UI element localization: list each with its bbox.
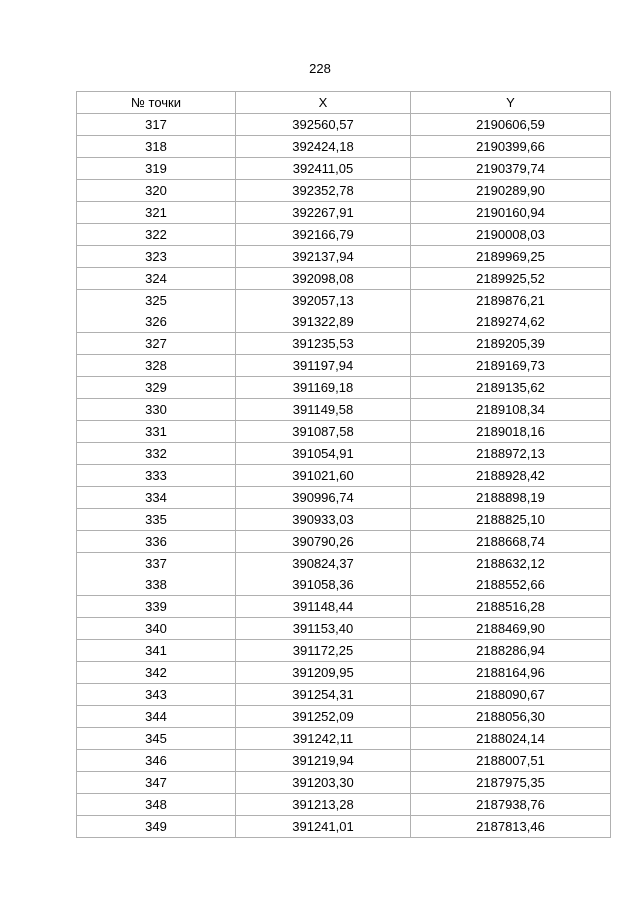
- table-row: [77, 662, 611, 684]
- cell-point-number: 347: [77, 772, 236, 794]
- cell-y: 2188552,66: [411, 574, 611, 596]
- table-row: [77, 684, 611, 706]
- table-row: [77, 794, 611, 816]
- table-row: [77, 136, 611, 158]
- cell-y: 2188007,51: [411, 750, 611, 772]
- cell-y: 2188825,10: [411, 509, 611, 531]
- table-row: [77, 311, 611, 333]
- cell-y: 2189274,62: [411, 311, 611, 333]
- cell-y: 2189135,62: [411, 377, 611, 399]
- cell-point-number: 344: [77, 706, 236, 728]
- cell-x: 390824,37: [236, 553, 411, 575]
- table-row: [77, 180, 611, 202]
- cell-point-number: 342: [77, 662, 236, 684]
- cell-x: 390933,03: [236, 509, 411, 531]
- cell-point-number: 343: [77, 684, 236, 706]
- cell-y: 2189018,16: [411, 421, 611, 443]
- column-header-y: Y: [411, 92, 611, 114]
- cell-y: 2189969,25: [411, 246, 611, 268]
- cell-point-number: 338: [77, 574, 236, 596]
- cell-y: 2187975,35: [411, 772, 611, 794]
- cell-x: 391153,40: [236, 618, 411, 640]
- cell-point-number: 346: [77, 750, 236, 772]
- cell-y: 2188024,14: [411, 728, 611, 750]
- cell-x: 391242,11: [236, 728, 411, 750]
- cell-y: 2190606,59: [411, 114, 611, 136]
- cell-y: 2189108,34: [411, 399, 611, 421]
- cell-x: 391235,53: [236, 333, 411, 355]
- table-row: [77, 114, 611, 136]
- cell-x: 391209,95: [236, 662, 411, 684]
- column-header-x: X: [236, 92, 411, 114]
- cell-y: 2188164,96: [411, 662, 611, 684]
- cell-point-number: 330: [77, 399, 236, 421]
- table-row: [77, 596, 611, 618]
- cell-y: 2189876,21: [411, 290, 611, 312]
- cell-point-number: 340: [77, 618, 236, 640]
- cell-x: 391322,89: [236, 311, 411, 333]
- table-row: [77, 465, 611, 487]
- table-row: [77, 618, 611, 640]
- cell-x: 391054,91: [236, 443, 411, 465]
- table-row: [77, 333, 611, 355]
- cell-x: 390790,26: [236, 531, 411, 553]
- table-row: [77, 553, 611, 575]
- table-row: [77, 574, 611, 596]
- cell-y: 2188090,67: [411, 684, 611, 706]
- cell-y: 2188632,12: [411, 553, 611, 575]
- table-row: [77, 246, 611, 268]
- column-header-point-number: № точки: [77, 92, 236, 114]
- cell-x: 391149,58: [236, 399, 411, 421]
- cell-point-number: 326: [77, 311, 236, 333]
- cell-point-number: 339: [77, 596, 236, 618]
- cell-x: 391203,30: [236, 772, 411, 794]
- cell-point-number: 337: [77, 553, 236, 575]
- table-row: [77, 443, 611, 465]
- table-row: [77, 706, 611, 728]
- cell-y: 2188516,28: [411, 596, 611, 618]
- cell-x: 391252,09: [236, 706, 411, 728]
- cell-point-number: 325: [77, 290, 236, 312]
- table-row: [77, 531, 611, 553]
- table-body: [77, 114, 611, 838]
- cell-y: 2188056,30: [411, 706, 611, 728]
- cell-x: 391172,25: [236, 640, 411, 662]
- table-row: [77, 728, 611, 750]
- table-row: [77, 487, 611, 509]
- cell-point-number: 348: [77, 794, 236, 816]
- cell-y: 2189169,73: [411, 355, 611, 377]
- cell-y: 2188898,19: [411, 487, 611, 509]
- table-row: [77, 750, 611, 772]
- cell-x: 390996,74: [236, 487, 411, 509]
- cell-y: 2189205,39: [411, 333, 611, 355]
- cell-x: 391021,60: [236, 465, 411, 487]
- coordinates-table: [76, 91, 611, 838]
- cell-y: 2188286,94: [411, 640, 611, 662]
- cell-point-number: 345: [77, 728, 236, 750]
- cell-point-number: 331: [77, 421, 236, 443]
- table-row: [77, 377, 611, 399]
- table-row: [77, 399, 611, 421]
- cell-y: 2190160,94: [411, 202, 611, 224]
- cell-y: 2188972,13: [411, 443, 611, 465]
- cell-point-number: 321: [77, 202, 236, 224]
- cell-point-number: 336: [77, 531, 236, 553]
- table-row: [77, 509, 611, 531]
- cell-y: 2189925,52: [411, 268, 611, 290]
- table-row: [77, 772, 611, 794]
- cell-y: 2190008,03: [411, 224, 611, 246]
- cell-x: 392166,79: [236, 224, 411, 246]
- table-row: [77, 268, 611, 290]
- cell-point-number: 318: [77, 136, 236, 158]
- cell-x: 391058,36: [236, 574, 411, 596]
- cell-point-number: 335: [77, 509, 236, 531]
- table-row: [77, 158, 611, 180]
- cell-x: 391219,94: [236, 750, 411, 772]
- cell-point-number: 327: [77, 333, 236, 355]
- cell-point-number: 317: [77, 114, 236, 136]
- cell-point-number: 328: [77, 355, 236, 377]
- cell-x: 392098,08: [236, 268, 411, 290]
- cell-point-number: 319: [77, 158, 236, 180]
- cell-x: 392352,78: [236, 180, 411, 202]
- cell-x: 392560,57: [236, 114, 411, 136]
- cell-point-number: 349: [77, 816, 236, 838]
- cell-point-number: 333: [77, 465, 236, 487]
- table-header-row: [77, 92, 611, 114]
- cell-point-number: 332: [77, 443, 236, 465]
- cell-point-number: 341: [77, 640, 236, 662]
- cell-x: 391254,31: [236, 684, 411, 706]
- cell-point-number: 334: [77, 487, 236, 509]
- cell-y: 2188928,42: [411, 465, 611, 487]
- table-row: [77, 224, 611, 246]
- cell-point-number: 323: [77, 246, 236, 268]
- cell-x: 391087,58: [236, 421, 411, 443]
- table-row: [77, 816, 611, 838]
- cell-point-number: 324: [77, 268, 236, 290]
- cell-y: 2190289,90: [411, 180, 611, 202]
- cell-y: 2188668,74: [411, 531, 611, 553]
- cell-x: 391241,01: [236, 816, 411, 838]
- cell-y: 2187813,46: [411, 816, 611, 838]
- table-row: [77, 202, 611, 224]
- cell-point-number: 320: [77, 180, 236, 202]
- table-row: [77, 640, 611, 662]
- cell-x: 392137,94: [236, 246, 411, 268]
- table-row: [77, 421, 611, 443]
- table-row: [77, 355, 611, 377]
- table-row: [77, 290, 611, 312]
- cell-y: 2190379,74: [411, 158, 611, 180]
- page-number: 228: [309, 61, 331, 76]
- cell-x: 391148,44: [236, 596, 411, 618]
- cell-x: 391169,18: [236, 377, 411, 399]
- cell-x: 392057,13: [236, 290, 411, 312]
- cell-y: 2190399,66: [411, 136, 611, 158]
- cell-x: 392267,91: [236, 202, 411, 224]
- cell-point-number: 329: [77, 377, 236, 399]
- cell-y: 2187938,76: [411, 794, 611, 816]
- cell-point-number: 322: [77, 224, 236, 246]
- cell-y: 2188469,90: [411, 618, 611, 640]
- cell-x: 391197,94: [236, 355, 411, 377]
- cell-x: 391213,28: [236, 794, 411, 816]
- cell-x: 392424,18: [236, 136, 411, 158]
- cell-x: 392411,05: [236, 158, 411, 180]
